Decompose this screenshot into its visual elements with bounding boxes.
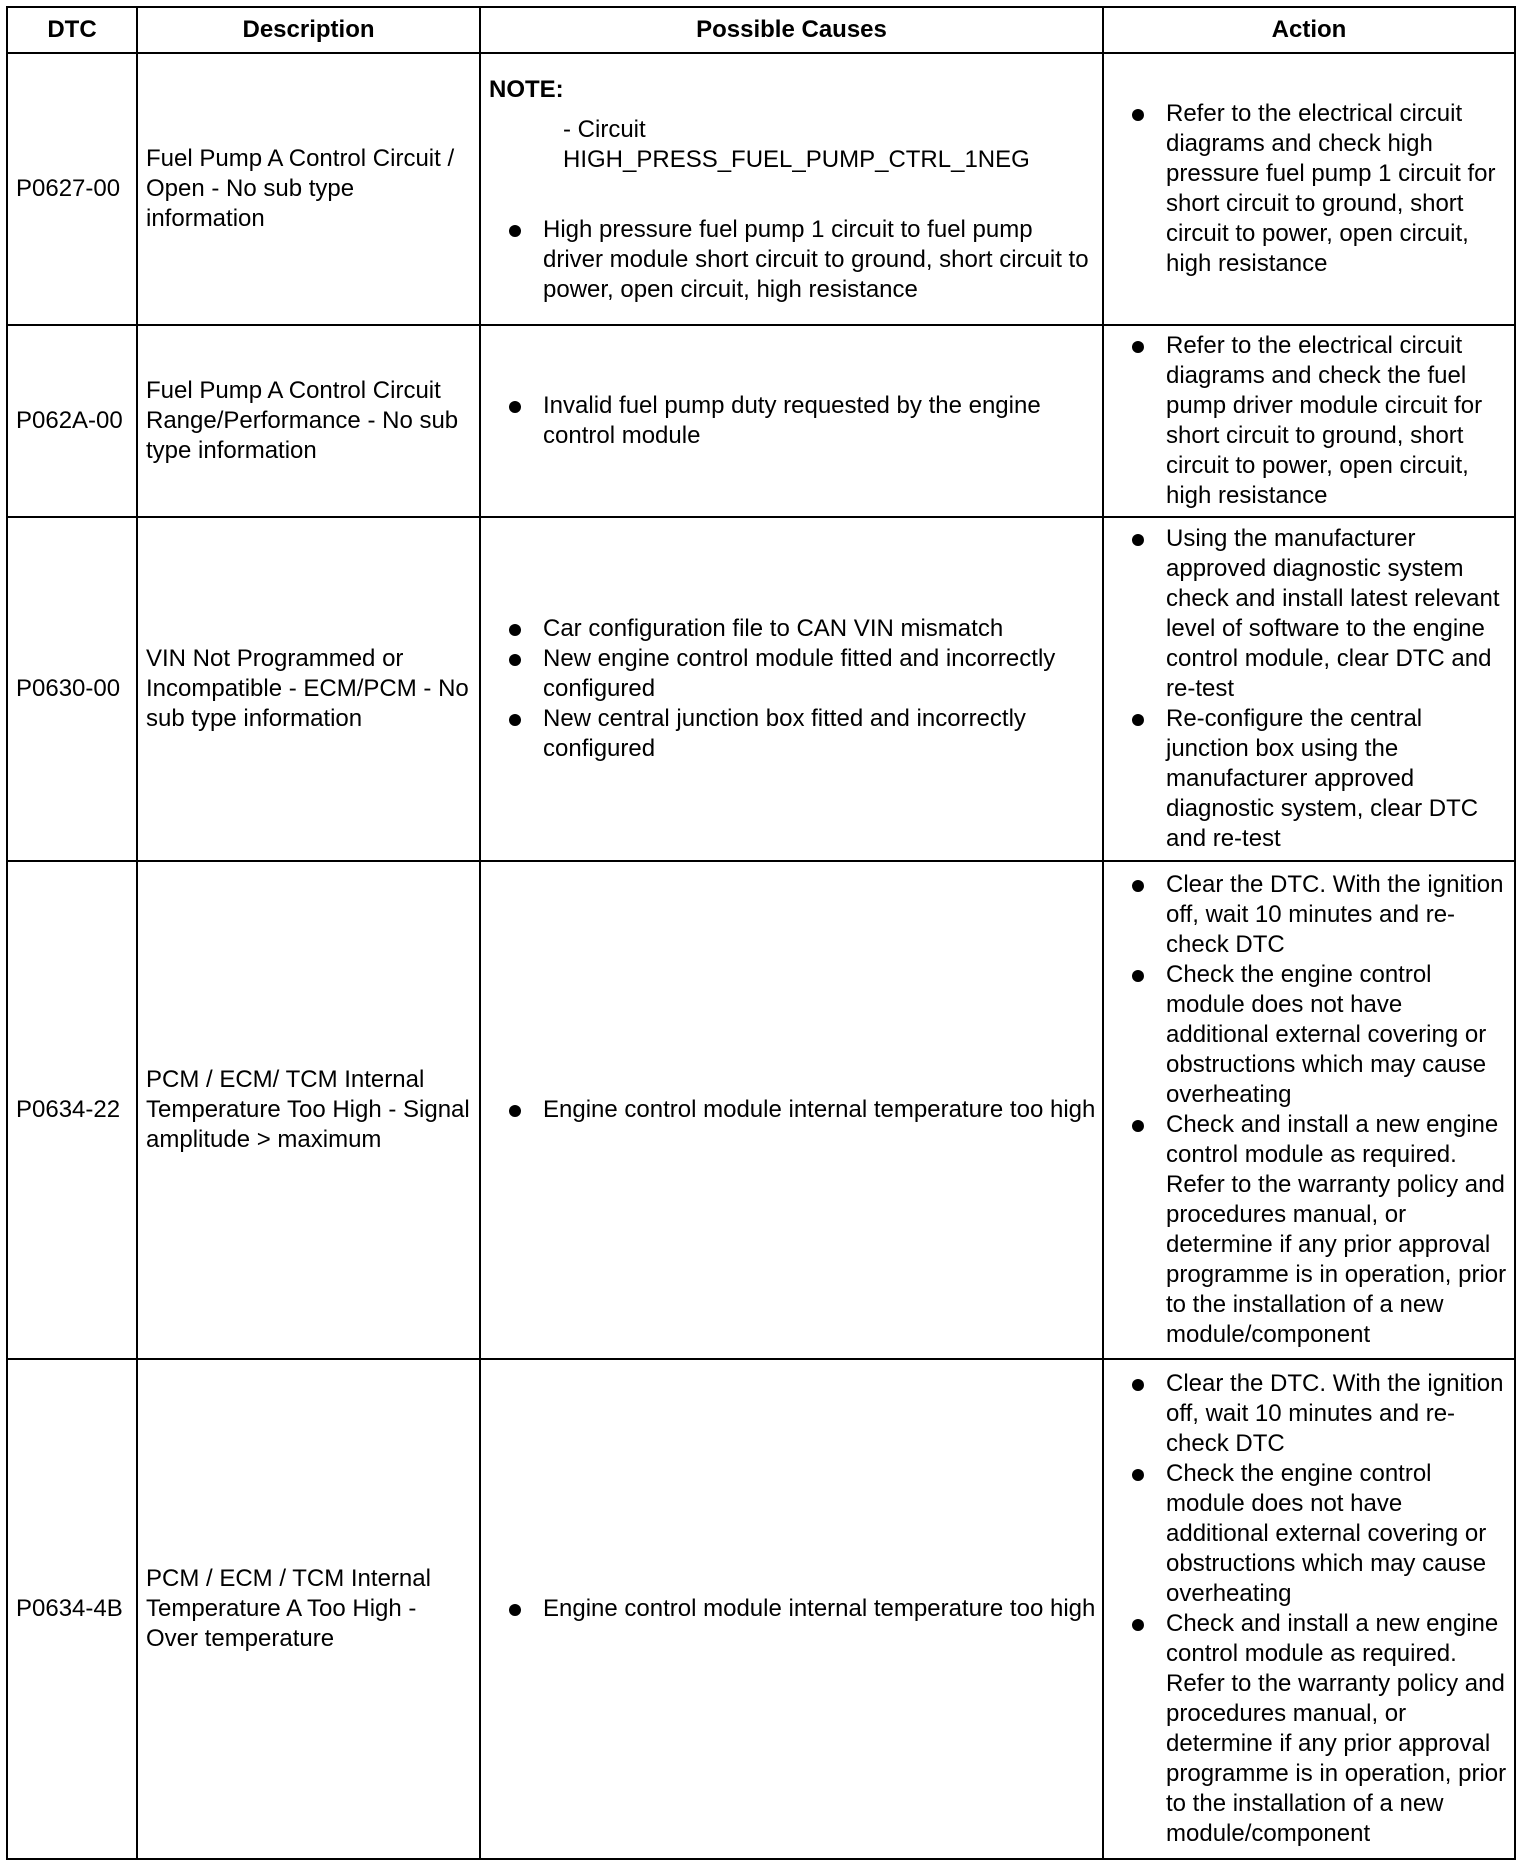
cause-item: Car configuration file to CAN VIN mismatch [489, 614, 1096, 644]
action-item: Check the engine control module does not have additional external covering or obstructions which may cause overheating [1112, 960, 1508, 1110]
table-row [7, 517, 1515, 861]
table-row [7, 53, 1515, 325]
action-item: Re-configure the central junction box using the manufacturer approved diagnostic system, clear DTC and re-test [1112, 704, 1508, 854]
action-item: Refer to the electrical circuit diagrams and check high pressure fuel pump 1 circuit for short circuit to ground, short circuit to power, open circuit, high resistance [1112, 99, 1508, 279]
action-list [1112, 524, 1508, 854]
action [1103, 861, 1515, 1359]
header-row [7, 7, 1515, 53]
dtc-code: P0630-00 [7, 517, 137, 861]
action [1103, 325, 1515, 517]
dtc-code: P0634-4B [7, 1359, 137, 1859]
dtc-description: Fuel Pump A Control Circuit / Open - No sub type information [137, 53, 480, 325]
header-dtc: DTC [7, 7, 137, 53]
action-item: Using the manufacturer approved diagnostic system check and install latest relevant level of software to the engine control module, clear DTC and re-test [1112, 524, 1508, 704]
header-action: Action [1103, 7, 1515, 53]
cause-list [489, 1095, 1096, 1125]
action [1103, 53, 1515, 325]
note-text [489, 115, 1096, 175]
table-row [7, 325, 1515, 517]
action-item: Check and install a new engine control module as required. Refer to the warranty policy and procedures manual, or determine if any prior approval programme is in operation, prior to the installation of a new module/component [1112, 1110, 1508, 1350]
note-label: NOTE: [489, 76, 564, 103]
cause-item: High pressure fuel pump 1 circuit to fuel pump driver module short circuit to ground, short circuit to power, open circuit, high resistance [489, 215, 1096, 305]
table-row [7, 1359, 1515, 1859]
cause-list [489, 391, 1096, 451]
dtc-description: PCM / ECM / TCM Internal Temperature A Too High - Over temperature [137, 1359, 480, 1859]
dtc-code: P0634-22 [7, 861, 137, 1359]
cause-list [489, 1594, 1096, 1624]
possible-causes [480, 325, 1103, 517]
action [1103, 1359, 1515, 1859]
action-item: Clear the DTC. With the ignition off, wait 10 minutes and re-check DTC [1112, 1369, 1508, 1459]
possible-causes [480, 53, 1103, 325]
action [1103, 517, 1515, 861]
dtc-code: P062A-00 [7, 325, 137, 517]
possible-causes [480, 1359, 1103, 1859]
cause-item: Invalid fuel pump duty requested by the engine control module [489, 391, 1096, 451]
dtc-description: PCM / ECM/ TCM Internal Temperature Too High - Signal amplitude > maximum [137, 861, 480, 1359]
dtc-code: P0627-00 [7, 53, 137, 325]
note-line: - Circuit [563, 116, 646, 143]
table-row [7, 861, 1515, 1359]
action-item: Clear the DTC. With the ignition off, wait 10 minutes and re-check DTC [1112, 870, 1508, 960]
dtc-description: Fuel Pump A Control Circuit Range/Performance - No sub type information [137, 325, 480, 517]
possible-causes [480, 861, 1103, 1359]
action-list [1112, 870, 1508, 1350]
action-item: Refer to the electrical circuit diagrams and check the fuel pump driver module circuit for short circuit to ground, short circuit to power, open circuit, high resistance [1112, 331, 1508, 511]
action-list [1112, 331, 1508, 511]
header-possible-causes: Possible Causes [480, 7, 1103, 53]
note-line: HIGH_PRESS_FUEL_PUMP_CTRL_1NEG [563, 146, 1030, 173]
action-list [1112, 1369, 1508, 1849]
cause-list [489, 614, 1096, 764]
cause-item: Engine control module internal temperature too high [489, 1095, 1096, 1125]
cause-item: Engine control module internal temperature too high [489, 1594, 1096, 1624]
possible-causes [480, 517, 1103, 861]
header-description: Description [137, 7, 480, 53]
action-item: Check and install a new engine control module as required. Refer to the warranty policy and procedures manual, or determine if any prior approval programme is in operation, prior to the installation of a new module/component [1112, 1609, 1508, 1849]
action-list [1112, 99, 1508, 279]
dtc-description: VIN Not Programmed or Incompatible - ECM/PCM - No sub type information [137, 517, 480, 861]
cause-list [489, 215, 1096, 305]
cause-item: New central junction box fitted and incorrectly configured [489, 704, 1096, 764]
action-item: Check the engine control module does not have additional external covering or obstructions which may cause overheating [1112, 1459, 1508, 1609]
cause-item: New engine control module fitted and incorrectly configured [489, 644, 1096, 704]
dtc-table [6, 6, 1516, 1860]
